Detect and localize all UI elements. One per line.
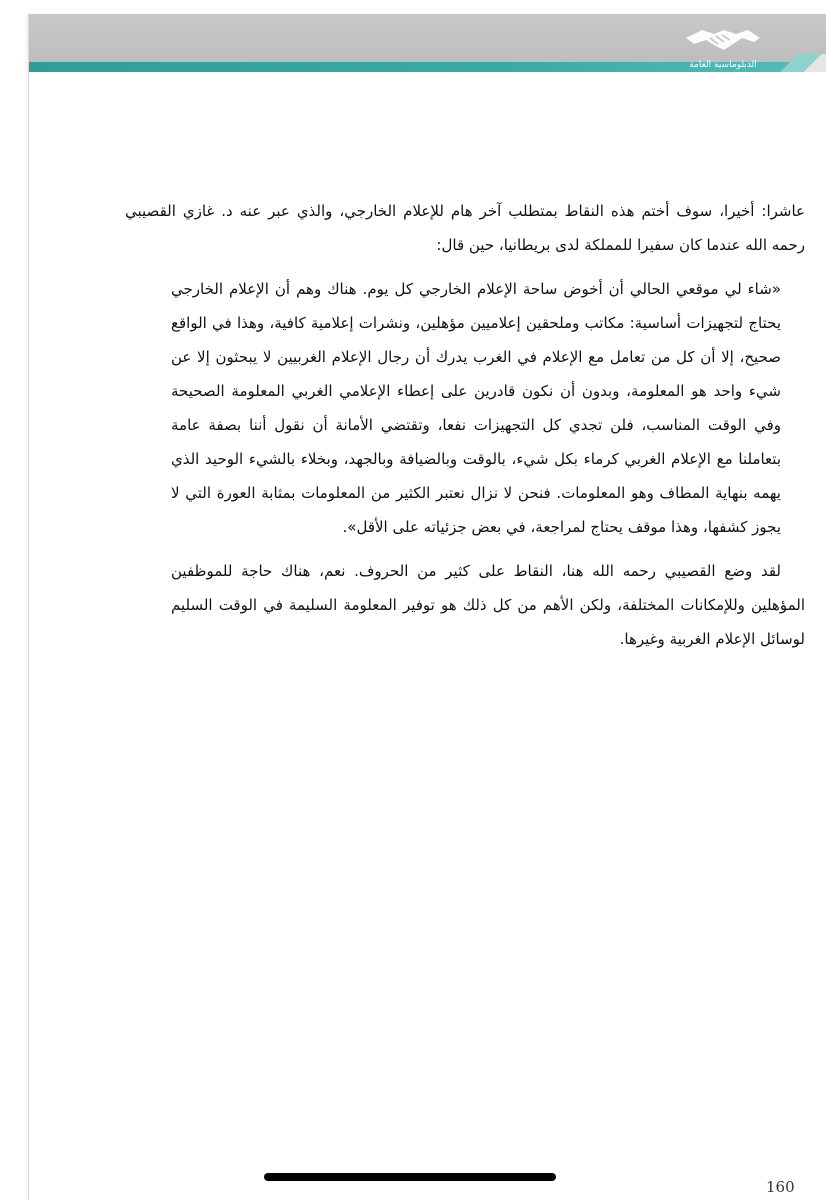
- header-accent-corner: [767, 54, 826, 72]
- logo-caption: الدبلوماسية العامة: [689, 60, 757, 70]
- handshake-icon: [684, 24, 762, 54]
- quote-paragraph: «شاء لي موقعي الحالي أن أخوض ساحة الإعلام الخارجي كل يوم. هناك وهم أن الإعلام الخارجي يحتاج لتجهيزات أساسية: مكاتب وملحقين إعلاميين مؤهلين، ونشرات إعلامية كافية، وهذا في الواقع صحيح، إلا أن كل من تعامل مع الإعلام في الغرب يدرك أن رجال الإعلام الغربيين لا يبحثون إلا عن شيء واحد هو المعلومة، وبدون أن نكون قادرين على إعطاء الإعلامي الغربي المعلومة الصحيحة وفي الوقت المناسب، فلن تجدي كل التجهيزات نفعا، وتقتضي الأمانة أن نقول أننا بصفة عامة بتعاملنا مع الإعلام الغربي كرماء بكل شيء، بالوقت وبالضيافة وبالجهد، وبخلاء بالشيء الوحيد الذي يهمه بنهاية المطاف وهو المعلومات. فنحن لا نزال نعتبر الكثير من المعلومات بمثابة العورة التي لا يجوز كشفها، وهذا موقف يحتاج لمراجعة، في بعض جزئياته على الأقل».: [171, 280, 781, 536]
- article-body: [125, 194, 805, 656]
- home-indicator-bar[interactable]: [264, 1173, 556, 1181]
- page-number: 160: [766, 1178, 795, 1196]
- lead-paragraph: عاشرا: أخيرا، سوف أختم هذه النقاط بمتطلب آخر هام للإعلام الخارجي، والذي عبر عنه د. غازي القصيبي رحمه الله عندما كان سفيرا للمملكة لدى بريطانيا، حين قال:: [125, 202, 805, 254]
- document-page: [28, 14, 826, 1200]
- page-header: [29, 14, 826, 80]
- header-logo: [675, 24, 771, 78]
- closing-paragraph: لقد وضع القصيبي رحمه الله هنا، النقاط على كثير من الحروف. نعم، هناك حاجة للموظفين المؤهلين وللإمكانات المختلفة، ولكن الأهم من كل ذلك هو توفير المعلومة السليمة في الوقت السليم لوسائل الإعلام الغربية وغيرها.: [171, 562, 805, 648]
